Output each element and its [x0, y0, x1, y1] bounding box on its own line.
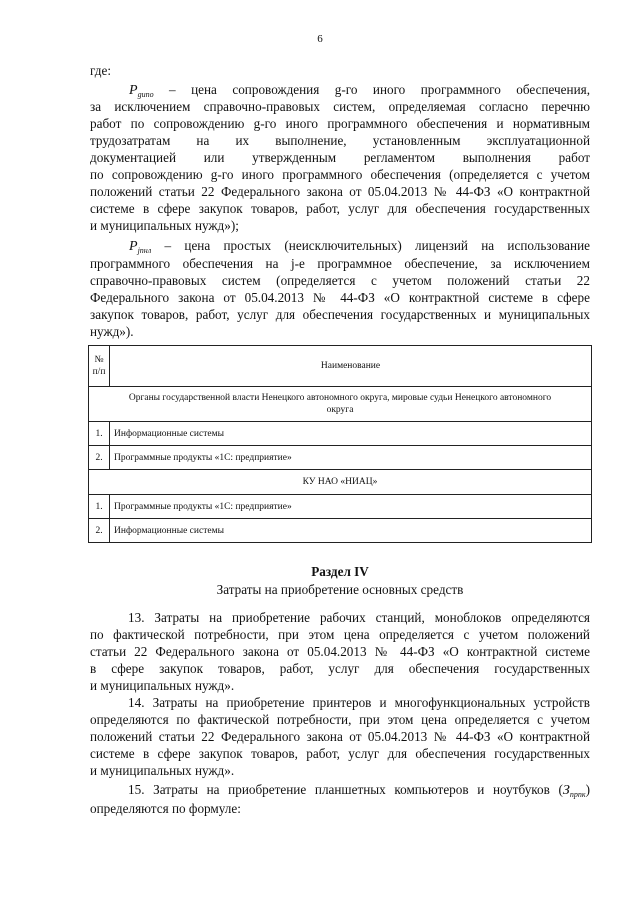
group1-cell [89, 387, 592, 422]
def2-symbol: P [129, 239, 138, 254]
p14-line: положений статьи 22 Федерального закона от 05.04.2013 № 44-ФЗ «О контрактной [90, 729, 590, 744]
def2-line: Федерального закона от 05.04.2013 № 44-ФЗ «О контрактной системе в сфере [90, 290, 590, 305]
p15-text: 15. Затраты на приобретение планшетных компьютеров и ноутбуков ( [128, 782, 563, 797]
def2-last-line: нужд»). [90, 324, 134, 339]
p14-line: 14. Затраты на приобретение принтеров и многофункциональных устройств [128, 695, 590, 710]
group1-line1: Органы государственной власти Ненецкого автономного округа, мировые судьи Ненецкого автономного [128, 393, 552, 403]
def2-line: справочно-правовых систем (определяется с учетом положений статьи 22 [90, 273, 590, 288]
row-num-cell: 1. [89, 495, 110, 519]
row-num-cell: 1. [89, 422, 110, 446]
p13-line: в сфере закупок товаров, работ, услуг для обеспечения государственных [90, 661, 590, 676]
table-row [89, 519, 592, 543]
group2-cell: КУ НАО «НИАЦ» [89, 470, 592, 495]
p14-line: определяются по фактической потребности, при этом цена определяется с учетом [90, 712, 590, 727]
row-name-cell: Информационные системы [110, 519, 592, 543]
header-name-cell: Наименование [110, 346, 592, 387]
where-label: где: [90, 63, 111, 78]
def1-symbol: P [129, 83, 138, 98]
def1-text: – цена сопровождения g-го иного программного обеспечения, [169, 82, 591, 97]
def2-text: – цена простых (неисключительных) лицензий на использование [164, 238, 591, 253]
p14-last-line: и муниципальных нужд». [90, 763, 235, 778]
def1-last-line: и муниципальных нужд»); [90, 218, 239, 233]
p13-line: 13. Затраты на приобретение рабочих станций, моноблоков определяются [128, 610, 590, 625]
p15-subscript: прпк [569, 790, 586, 799]
def1-line: системе в сфере закупок товаров, работ, услуг для обеспечения государственных [90, 201, 590, 216]
table-row [89, 495, 592, 519]
header-num-cell: № п/п [89, 346, 110, 387]
p15-last-line: определяются по формуле: [90, 801, 241, 816]
def2-line: программного обеспечения на j-е программное обеспечение, за исключением [90, 256, 590, 271]
def2-subscript: jпнл [137, 246, 152, 255]
section-title: Раздел IV [311, 564, 369, 579]
group1-line2: округа [326, 405, 354, 415]
def2-line: закупок товаров, работ, услуг для обеспечения государственных и муниципальных [90, 307, 590, 322]
software-table [88, 345, 592, 543]
p13-last-line: и муниципальных нужд». [90, 678, 235, 693]
def1-subscript: gипо [137, 90, 154, 99]
table-row [89, 422, 592, 446]
table-header-row [89, 346, 592, 387]
row-name-cell: Программные продукты «1С: предприятие» [110, 495, 592, 519]
def1-line: работ по сопровождению g-го иного программного обеспечения и нормативным [90, 116, 590, 131]
table-row [89, 446, 592, 470]
p15-close: ) [585, 782, 590, 797]
row-name-cell: Информационные системы [110, 422, 592, 446]
p13-line: по фактической потребности, при этом цена определяется с учетом положений [90, 627, 590, 642]
p15-first-line [128, 782, 590, 803]
section-subtitle: Затраты на приобретение основных средств [216, 582, 464, 597]
p15-symbol: З [562, 783, 570, 798]
row-num-cell: 2. [89, 519, 110, 543]
row-name-cell: Программные продукты «1С: предприятие» [110, 446, 592, 470]
row-num-cell: 2. [89, 446, 110, 470]
page-number: 6 [317, 33, 323, 45]
def1-line: по сопровождению g-го иного программного обеспечения (определяется с учетом [90, 167, 590, 182]
def1-line: документацией или утвержденным регламентом выполнения работ [90, 150, 590, 165]
p14-line: системе в сфере закупок товаров, работ, услуг для обеспечения государственных [90, 746, 590, 761]
def1-line: трудозатратам на их выполнение, установленным эксплуатационной [90, 133, 590, 148]
def1-line: положений статьи 22 Федерального закона от 05.04.2013 № 44-ФЗ «О контрактной [90, 184, 590, 199]
p13-line: статьи 22 Федерального закона от 05.04.2013 № 44-ФЗ «О контрактной системе [90, 644, 590, 659]
def1-line: за исключением справочно-правовых систем, определяемая согласно перечню [90, 99, 590, 114]
table-group-row [89, 470, 592, 495]
table-group-row [89, 387, 592, 422]
